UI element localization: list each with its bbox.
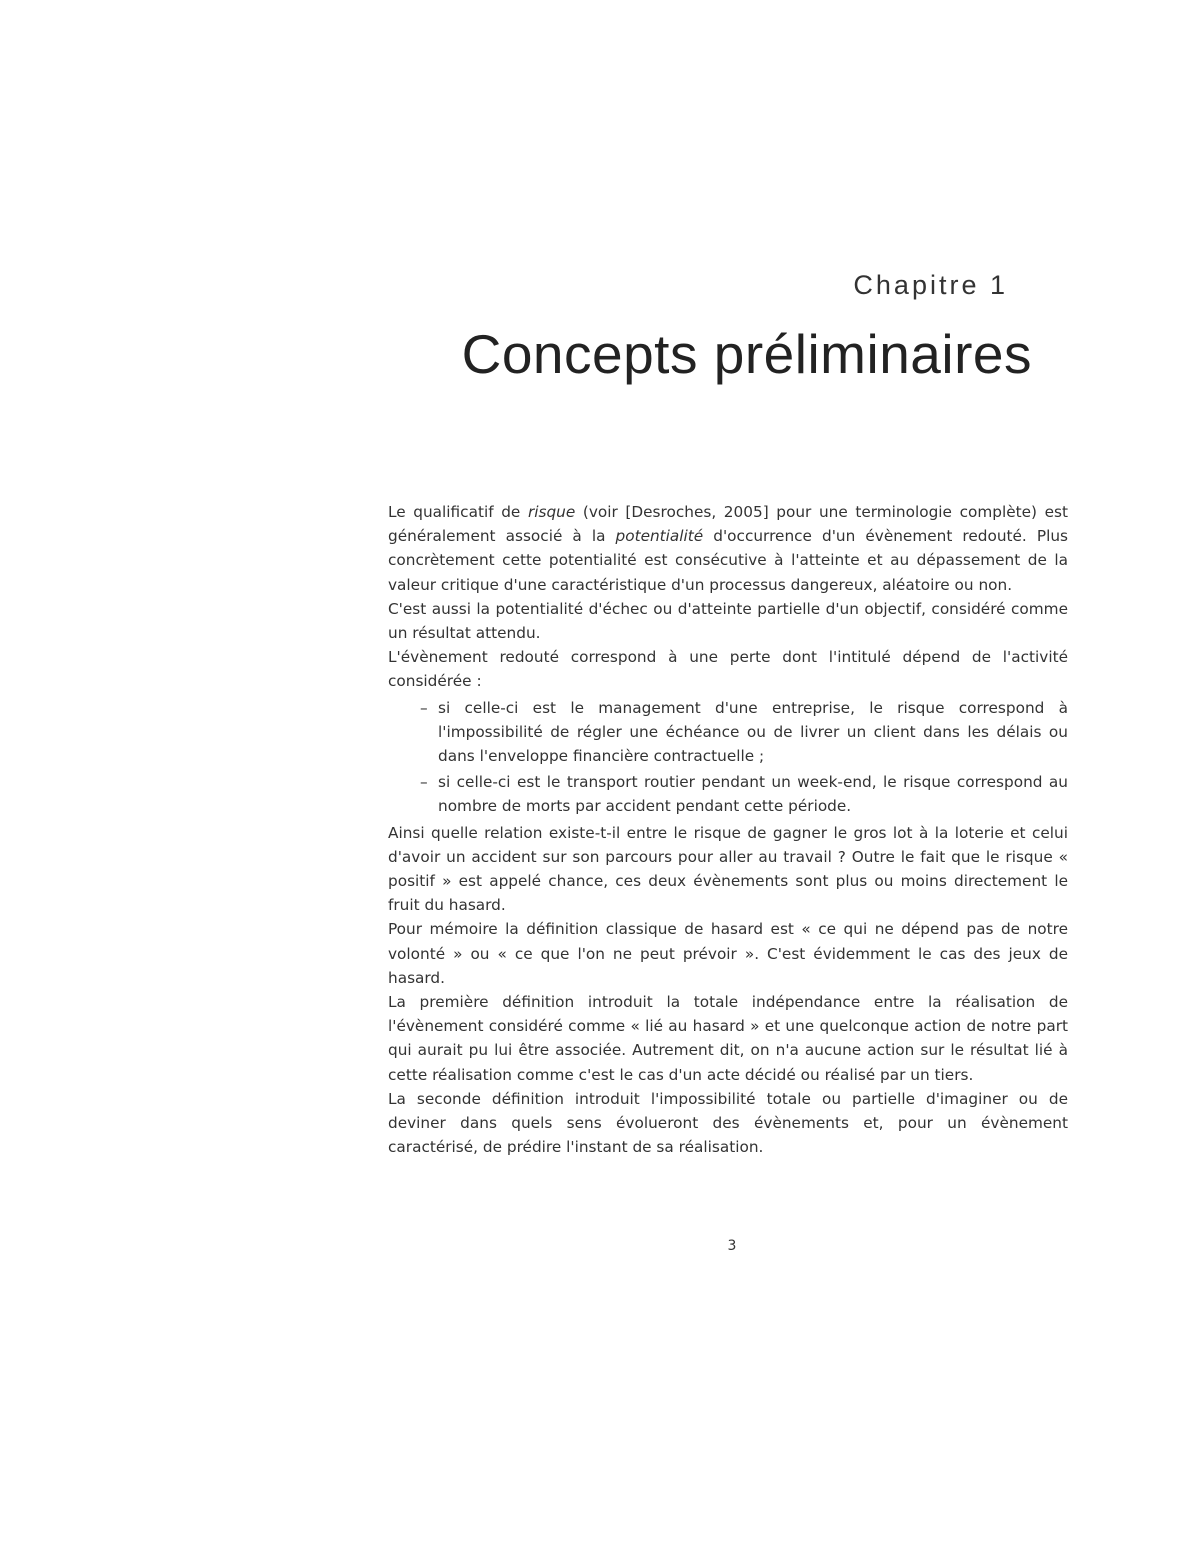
activity-list <box>388 696 1068 819</box>
term-risque: risque <box>527 503 576 521</box>
paragraph-1-text-a: Le qualificatif de <box>388 503 528 521</box>
term-potentialite: potentialité <box>615 527 704 546</box>
paragraph-1-text-c: d'occurrence d'un évènement redouté. Plus concrètement cette potentialité est consécutive à l'atteinte et au dépassement de la valeur critique d'une caractéristique d'un processus dangereux, aléatoire ou non. <box>388 527 1068 594</box>
page-number: 3 <box>727 1238 737 1254</box>
list-dash: – <box>420 698 428 717</box>
list-dash: – <box>420 773 428 792</box>
list-item <box>422 770 1068 818</box>
list-item-text: si celle-ci est le transport routier pendant un week-end, le risque correspond au nombre de morts par accident pendant cette période. <box>438 773 1068 816</box>
chapter-title: Concepts préliminaires <box>461 323 1032 385</box>
paragraph-6: La première définition introduit la totale indépendance entre la réalisation de l'évènement considéré comme « lié au hasard » et une quelconque action de notre part qui aurait pu lui être associée. Autrement dit, on n'a aucune action sur le résultat lié à cette réalisation comme c'est le cas d'un acte décidé ou réalisé par un tiers. <box>388 993 1068 1084</box>
paragraph-5: Pour mémoire la définition classique de hasard est « ce qui ne dépend pas de notre volonté » ou « ce que l'on ne peut prévoir ». C'est évidemment le cas des jeux de hasard. <box>388 920 1068 987</box>
list-item-text: si celle-ci est le management d'une entreprise, le risque correspond à l'impossibilité de régler une échéance ou de livrer un client dans les délais ou dans l'enveloppe financière contractuelle ; <box>438 698 1068 766</box>
paragraph-7: La seconde définition introduit l'impossibilité totale ou partielle d'imaginer ou de deviner dans quels sens évolueront des évènements et, pour un évènement caractérisé, de prédire l'instant de sa réalisation. <box>388 1089 1068 1157</box>
paragraph-4: Ainsi quelle relation existe-t-il entre le risque de gagner le gros lot à la loterie et celui d'avoir un accident sur son parcours pour aller au travail ? Outre le fait que le risque « positif » est appelé chance, ces deux évènements sont plus ou moins directement le fruit du hasard. <box>388 823 1068 915</box>
paragraph-2: C'est aussi la potentialité d'échec ou d'atteinte partielle d'un objectif, considéré comme un résultat attendu. <box>388 599 1068 643</box>
paragraph-1 <box>388 500 1068 597</box>
paragraph-3: L'évènement redouté correspond à une perte dont l'intitulé dépend de l'activité considérée : <box>388 648 1068 691</box>
chapter-body <box>388 500 1068 1159</box>
list-item <box>422 696 1068 769</box>
chapter-label: Chapitre 1 <box>853 270 1008 300</box>
paragraph-1-text-b: (voir [Desroches, 2005] pour une terminologie complète) est généralement associé à la <box>388 503 1068 546</box>
